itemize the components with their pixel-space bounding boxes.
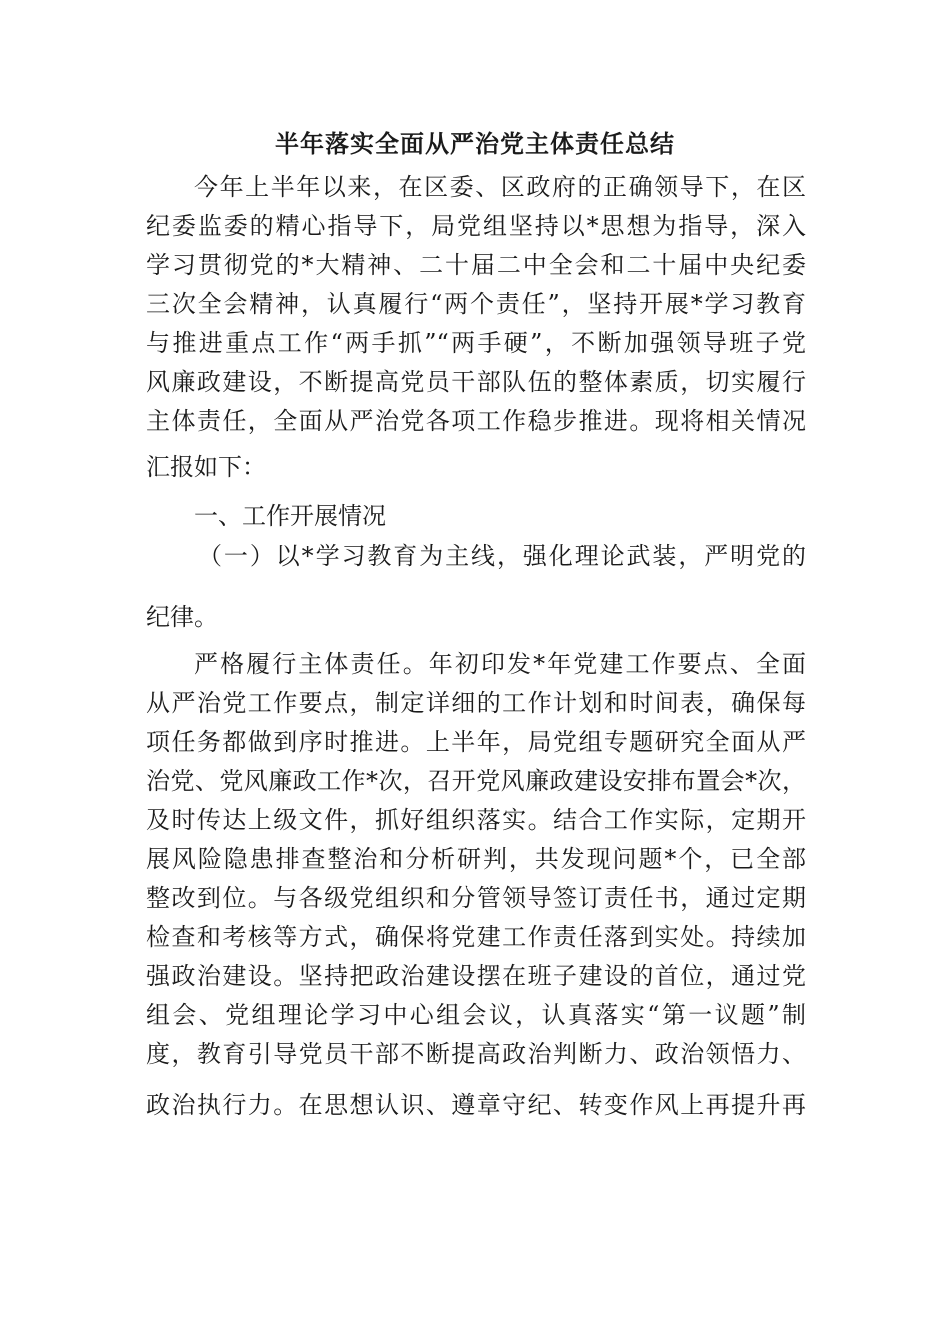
body-line-12: 政治执行力。在思想认识、遵章守纪、转变作风上再提升再 — [146, 1091, 806, 1119]
body-line-10: 组会、党组理论学习中心组会议，认真落实“第一议题”制 — [146, 1001, 806, 1029]
body-line-6: 展风险隐患排查整治和分析研判，共发现问题*个，已全部 — [146, 845, 806, 873]
intro-line-4: 三次全会精神，认真履行“两个责任”，坚持开展*学习教育 — [146, 290, 806, 318]
body-line-1: 严格履行主体责任。年初印发*年党建工作要点、全面 — [194, 650, 806, 678]
body-line-8: 检查和考核等方式，确保将党建工作责任落到实处。持续加 — [146, 923, 806, 951]
body-line-2: 从严治党工作要点，制定详细的工作计划和时间表，确保每 — [146, 689, 806, 717]
subsection-heading-line-2: 纪律。 — [146, 603, 218, 631]
intro-line-8: 汇报如下： — [146, 453, 266, 481]
subsection-heading-line-1: （一）以*学习教育为主线，强化理论武装，严明党的 — [198, 542, 806, 570]
intro-line-7: 主体责任，全面从严治党各项工作稳步推进。现将相关情况 — [146, 407, 806, 435]
intro-line-5: 与推进重点工作“两手抓”“两手硬”，不断加强领导班子党 — [146, 329, 806, 357]
body-line-4: 治党、党风廉政工作*次，召开党风廉政建设安排布置会*次， — [146, 767, 806, 795]
body-line-9: 强政治建设。坚持把政治建设摆在班子建设的首位，通过党 — [146, 962, 806, 990]
body-line-5: 及时传达上级文件，抓好组织落实。结合工作实际，定期开 — [146, 806, 806, 834]
body-line-11: 度，教育引导党员干部不断提高政治判断力、政治领悟力、 — [146, 1040, 806, 1068]
intro-line-1: 今年上半年以来，在区委、区政府的正确领导下，在区 — [194, 173, 806, 201]
intro-line-3: 学习贯彻党的*大精神、二十届二中全会和二十届中央纪委 — [146, 251, 806, 279]
body-line-3: 项任务都做到序时推进。上半年，局党组专题研究全面从严 — [146, 728, 806, 756]
intro-line-6: 风廉政建设，不断提高党员干部队伍的整体素质，切实履行 — [146, 368, 806, 396]
document-title: 半年落实全面从严治党主体责任总结 — [275, 130, 675, 158]
body-line-7: 整改到位。与各级党组织和分管领导签订责任书，通过定期 — [146, 884, 806, 912]
section-heading: 一、工作开展情况 — [194, 502, 386, 530]
intro-line-2: 纪委监委的精心指导下，局党组坚持以*思想为指导，深入 — [146, 212, 806, 240]
